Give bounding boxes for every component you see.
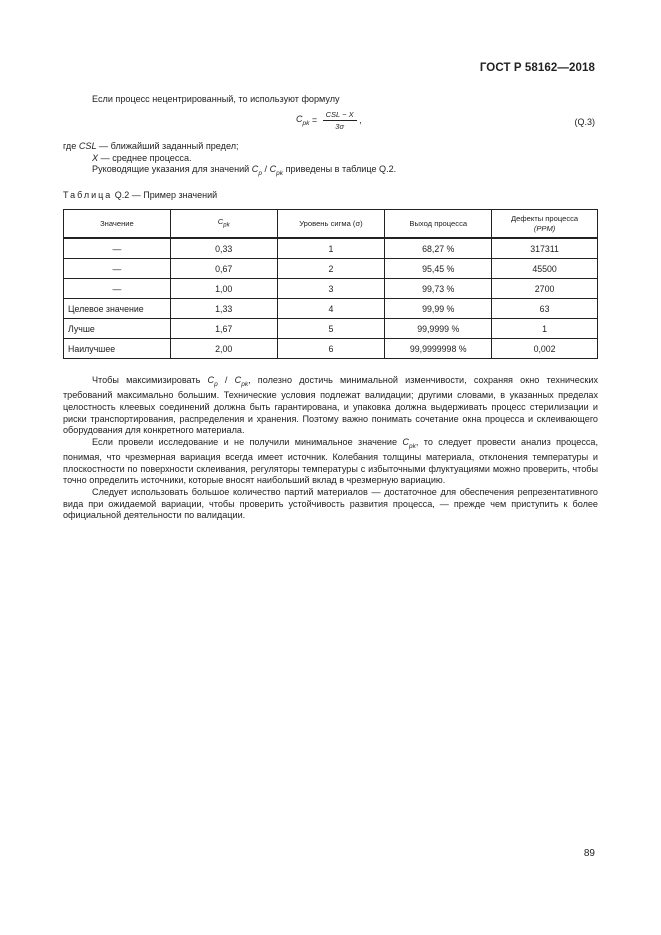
cell-yield: 95,45 %	[385, 259, 492, 279]
table-row	[64, 299, 598, 319]
cell-cpk: 0,33	[170, 238, 277, 259]
cell-value: —	[64, 238, 171, 259]
table-row	[64, 279, 598, 299]
table-row	[64, 319, 598, 339]
intro-text: Если процесс нецентрированный, то используют формулу	[92, 94, 340, 104]
formula-number: (Q.3)	[574, 117, 595, 127]
header-cpk: $C_{pk}$	[170, 210, 277, 239]
cell-defects: 1	[492, 319, 598, 339]
cell-cpk: 2,00	[170, 339, 277, 359]
formula-cpk: $C_{pk}$ = $\frac{\text{CSL − X}}{3\sigma}$ ,	[296, 110, 362, 131]
x-description: — среднее процесса.	[98, 153, 192, 163]
cell-cpk: 1,67	[170, 319, 277, 339]
variable-definitions	[63, 140, 239, 164]
cell-defects: 2700	[492, 279, 598, 299]
cell-value: —	[64, 259, 171, 279]
cell-value: Целевое значение	[64, 299, 171, 319]
header-defects: Дефекты процесса (PPM)	[492, 210, 598, 239]
x-term: X	[92, 153, 99, 163]
cell-cpk: 0,67	[170, 259, 277, 279]
body-text	[63, 375, 598, 522]
page-number: 89	[583, 848, 595, 859]
paragraph-3: Следует использовать большое количество партий материалов — достаточное для обеспечения репрезентативного вида при ожидаемой вариации, чтобы проверить устойчивость развития процесса, — прежде чем приступить к более официальной деятельности по валидации.	[63, 486, 598, 521]
cell-value: Наилучшее	[64, 339, 171, 359]
cell-value: —	[64, 279, 171, 299]
values-table	[63, 209, 598, 359]
table-row	[64, 339, 598, 359]
cell-yield: 99,9999 %	[385, 319, 492, 339]
table-header-row	[64, 210, 598, 239]
cell-sigma: 2	[277, 259, 385, 279]
table-row	[64, 238, 598, 259]
cell-sigma: 3	[277, 279, 385, 299]
header-value: Значение	[64, 210, 171, 239]
cell-sigma: 6	[277, 339, 385, 359]
cell-defects: 0,002	[492, 339, 598, 359]
cell-yield: 99,9999998 %	[385, 339, 492, 359]
csl-description: — ближайший заданный предел;	[96, 141, 239, 151]
cell-yield: 68,27 %	[385, 238, 492, 259]
cell-sigma: 5	[277, 319, 385, 339]
cell-value: Лучше	[64, 319, 171, 339]
cell-yield: 99,73 %	[385, 279, 492, 299]
table-caption: Таблица Q.2 — Пример значений	[63, 190, 218, 200]
header-yield: Выход процесса	[385, 210, 492, 239]
cell-sigma: 4	[277, 299, 385, 319]
document-header: ГОСТ Р 58162—2018	[479, 62, 595, 74]
cell-defects: 317311	[492, 238, 598, 259]
cell-yield: 99,99 %	[385, 299, 492, 319]
cell-sigma: 1	[277, 238, 385, 259]
table-row	[64, 259, 598, 279]
guidance-text: Руководящие указания для значений $C_p / C_{pk}$ приведены в таблице Q.2.	[92, 164, 397, 177]
csl-term: CSL	[78, 141, 97, 151]
cell-defects: 63	[492, 299, 598, 319]
paragraph-2: Если провели исследование и не получили минимальное значение $C_{pk}$, то следует провести анализ процесса, понимая, что чрезмерная вариация всегда имеет источник. Колебания толщины материала, отклонения температуры и плоскостности по поверхности склеивания, регуляторы температуры с избыточными флуктуациями можно проверить, чтобы точно определить источники, которые вносят наибольший вклад в чрезмерную вариацию.	[63, 436, 598, 486]
header-sigma: Уровень сигма (σ)	[277, 210, 385, 239]
cell-cpk: 1,00	[170, 279, 277, 299]
cell-defects: 45500	[492, 259, 598, 279]
paragraph-1: Чтобы максимизировать $C_p / C_{pk}$, полезно достичь минимальной изменчивости, сохраняя окно технических требований максимально большим. Технические условия подлежат валидации; другими словами, в указанных пределах целостность клеевых соединений должна быть гарантирована, и упаковка должна выдерживать процесс стерилизации и риски транспортирования, распределения и хранения. Поэтому важно понимать сочетание окна процесса и склеивающего оборудования для конкретного материала.	[63, 375, 598, 436]
where-prefix: где	[63, 141, 77, 151]
cell-cpk: 1,33	[170, 299, 277, 319]
